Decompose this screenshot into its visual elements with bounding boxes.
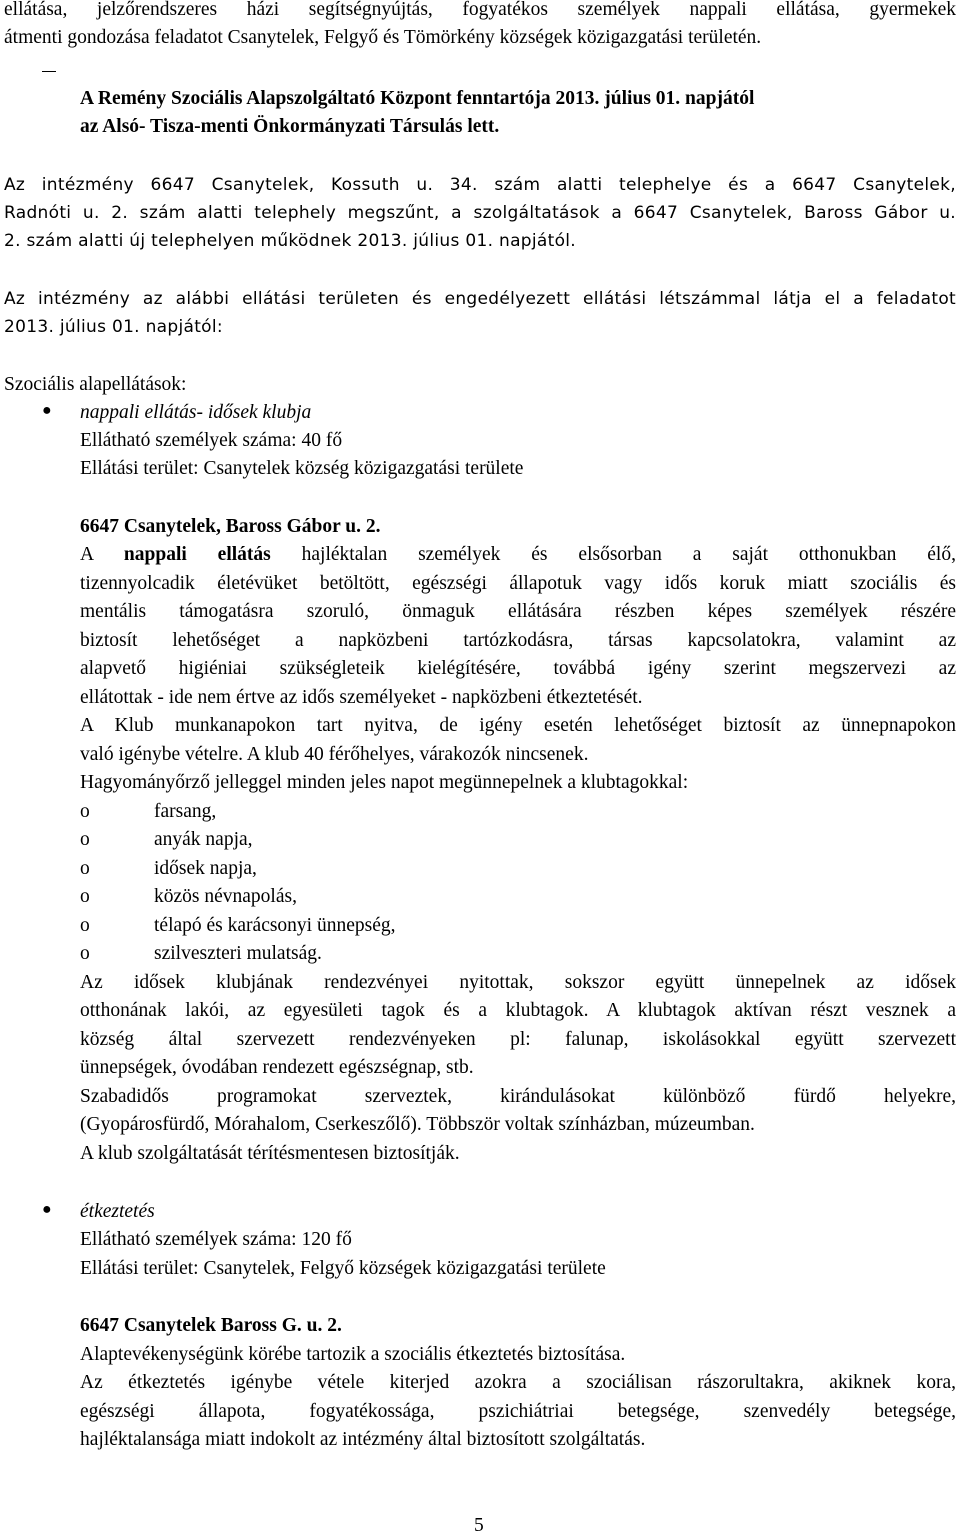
list-marker-icon: o bbox=[80, 915, 90, 936]
dash-marker-icon bbox=[42, 71, 56, 72]
service1-p2-line-2: való igénybe vételre. A klub 40 férőhelyes, várakozók nincsenek. bbox=[80, 744, 589, 765]
address-line-1: Az intézmény 6647 Csanytelek, Kossuth u. 34. szám alatti telephelye és a 6647 Csanytelek, bbox=[4, 175, 956, 195]
list-marker-icon: o bbox=[80, 829, 90, 850]
event-item: télapó és karácsonyi ünnepség, bbox=[154, 915, 396, 936]
service1-p1-line-1: A nappali ellátás hajléktalan személyek és elsősorban a saját otthonukban élő, bbox=[80, 544, 956, 565]
service1-p1-line-3: mentális támogatásra szoruló, önmaguk ellátására részben képes személyek részére bbox=[80, 601, 956, 622]
service1-p4-line-1: Az idősek klubjának rendezvényei nyitottak, sokszor együtt ünnepelnek az idősek bbox=[80, 972, 956, 993]
event-item: közös névnapolás, bbox=[154, 886, 297, 907]
list-marker-icon: o bbox=[80, 858, 90, 879]
scope-line-1: Az intézmény az alábbi ellátási területen és engedélyezett ellátási létszámmal látja el a feladatot bbox=[4, 289, 956, 309]
service1-p1-line-4: biztosít lehetőséget a napközbeni tartózkodásra, társas kapcsolatokra, valamint az bbox=[80, 630, 956, 651]
service1-p2-line-1: A Klub munkanapokon tart nyitva, de igény esetén lehetőséget biztosít az ünnepnapokon bbox=[80, 715, 956, 736]
service2-p1: Alaptevékenységünk körébe tartozik a szociális étkeztetés biztosítása. bbox=[80, 1344, 626, 1365]
list-marker-icon: o bbox=[80, 801, 90, 822]
event-item: anyák napja, bbox=[154, 829, 253, 850]
service1-location: 6647 Csanytelek, Baross Gábor u. 2. bbox=[80, 516, 381, 537]
service1-p1-line-6: ellátottak - ide nem értve az idős személyeket - napközbeni étkeztetését. bbox=[80, 687, 643, 708]
service1-p4-line-3: község által szervezett rendezvényeken pl: falunap, iskolásokkal együtt szervezett bbox=[80, 1029, 956, 1050]
service1-p6: A klub szolgáltatását térítésmentesen biztosítják. bbox=[80, 1143, 460, 1164]
address-line-3: 2. szám alatti új telephelyen működnek 2013. július 01. napjától. bbox=[4, 231, 577, 251]
service2-p2-line-1: Az étkeztetés igénybe vétele kiterjed azokra a szociálisan rászorultakra, akiknek kora, bbox=[80, 1372, 956, 1393]
list-marker-icon: o bbox=[80, 886, 90, 907]
scope-line-2: 2013. július 01. napjától: bbox=[4, 317, 223, 337]
event-item: farsang, bbox=[154, 801, 217, 822]
bullet-icon: ● bbox=[42, 1201, 52, 1218]
service1-p4-line-2: otthonának lakói, az egyesületi tagok és a klubtagok. A klubtagok aktívan részt vesznek a bbox=[80, 1000, 956, 1021]
service2-title: étkeztetés bbox=[80, 1201, 155, 1222]
service1-p3: Hagyományőrző jelleggel minden jeles napot megünnepelnek a klubtagokkal: bbox=[80, 772, 689, 793]
service1-p1-line-2: tizennyolcadik életévüket betöltött, egészségi állapotuk vagy idős koruk miatt szociális és bbox=[80, 573, 956, 594]
page-number: 5 bbox=[474, 1515, 484, 1536]
service2-location: 6647 Csanytelek Baross G. u. 2. bbox=[80, 1315, 342, 1336]
address-line-2: Radnóti u. 2. szám alatti telephely megszűnt, a szolgáltatások a 6647 Csanytelek, Baross Gábor u. bbox=[4, 203, 956, 223]
service1-p5-line-1: Szabadidős programokat szerveztek, kirándulásokat különböző fürdő helyekre, bbox=[80, 1086, 956, 1107]
service2-p2-line-3: hajléktalansága miatt indokolt az intézmény által biztosított szolgáltatás. bbox=[80, 1429, 646, 1450]
service2-area: Ellátási terület: Csanytelek, Felgyő községek közigazgatási területe bbox=[80, 1258, 606, 1279]
highlight-line-1: A Remény Szociális Alapszolgáltató Központ fenntartója 2013. július 01. napjától bbox=[80, 88, 755, 109]
service1-capacity: Ellátható személyek száma: 40 fő bbox=[80, 430, 343, 451]
highlight-line-2: az Alsó- Tisza-menti Önkormányzati Társulás lett. bbox=[80, 116, 500, 137]
service2-capacity: Ellátható személyek száma: 120 fő bbox=[80, 1229, 352, 1250]
service1-p5-line-2: (Gyopárosfürdő, Mórahalom, Cserkeszőlő). Többször voltak színházban, múzeumban. bbox=[80, 1114, 755, 1135]
intro-line-1: ellátása, jelzőrendszeres házi segítségnyújtás, fogyatékos személyek nappali ellátása, gyermekek bbox=[4, 0, 956, 20]
section-heading: Szociális alapellátások: bbox=[4, 374, 187, 395]
service2-p2-line-2: egészségi állapota, fogyatékossága, pszichiátriai betegsége, szenvedély betegsége, bbox=[80, 1401, 956, 1422]
service1-p4-line-4: ünnepségek, óvodában rendezett egészségnap, stb. bbox=[80, 1057, 474, 1078]
service1-title: nappali ellátás- idősek klubja bbox=[80, 402, 312, 423]
event-item: szilveszteri mulatság. bbox=[154, 943, 322, 964]
bullet-icon: ● bbox=[42, 402, 52, 419]
service1-area: Ellátási terület: Csanytelek község közigazgatási területe bbox=[80, 458, 524, 479]
intro-line-2: átmenti gondozása feladatot Csanytelek, Felgyő és Tömörkény községek közigazgatási területén. bbox=[4, 27, 762, 48]
service1-p1-line-5: alapvető higiéniai szükségleteik kielégítésére, továbbá igény szerint megszervezi az bbox=[80, 658, 956, 679]
list-marker-icon: o bbox=[80, 943, 90, 964]
dash-item bbox=[4, 57, 956, 85]
event-item: idősek napja, bbox=[154, 858, 257, 879]
